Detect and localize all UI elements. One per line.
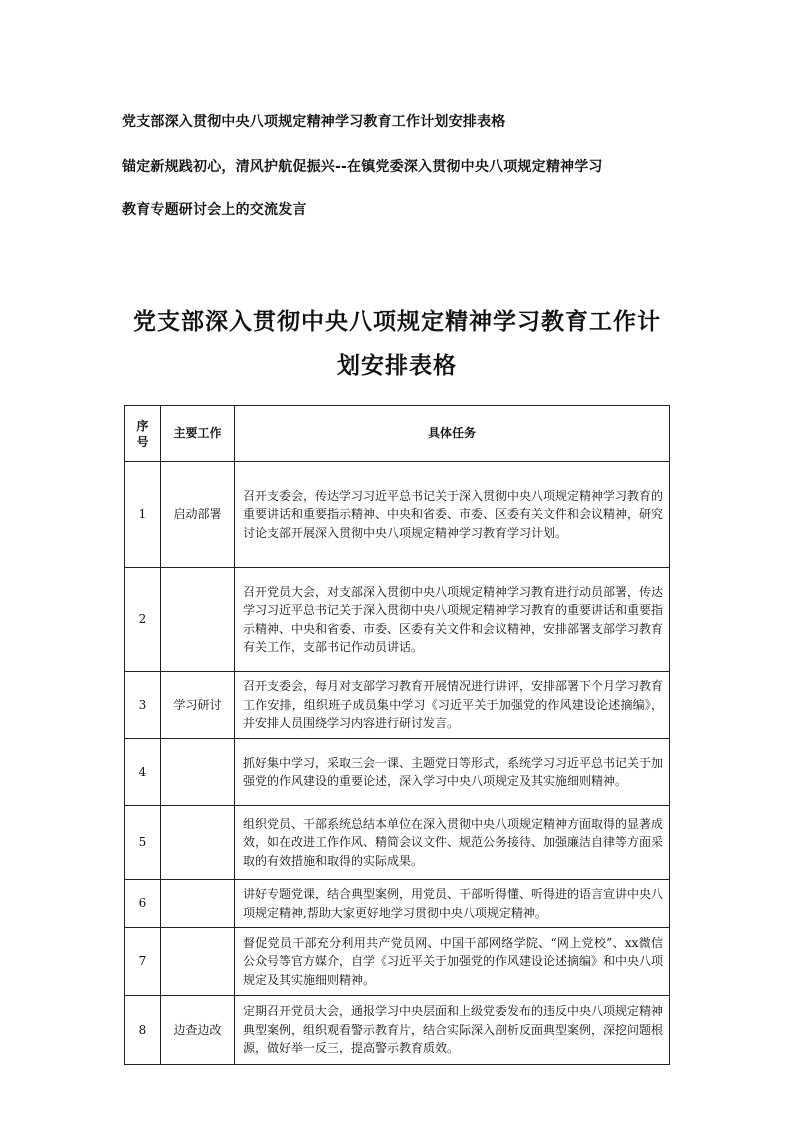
row-main-work: 学习研讨	[161, 672, 235, 739]
index-item-2[interactable]: 锚定新规践初心，清风护航促振兴--在镇党委深入贯彻中央八项规定精神学习	[122, 159, 603, 175]
plan-table	[124, 405, 670, 1065]
table-row	[125, 568, 670, 672]
row-task: 召开支委会，传达学习习近平总书记关于深入贯彻中央八项规定精神学习教育的重要讲话和重要指示精神、中央和省委、市委、区委有关文件和会议精神，研究讨论支部开展深入贯彻中央八项规定精神学习教育学习计划。	[235, 462, 670, 568]
table-row	[125, 739, 670, 806]
table-row	[125, 880, 670, 928]
header-task: 具体任务	[235, 406, 670, 462]
row-task: 讲好专题党课，结合典型案例，用党员、干部听得懂、听得进的语言宣讲中央八项规定精神,帮助大家更好地学习贯彻中央八项规定精神。	[235, 880, 670, 928]
row-task: 抓好集中学习，采取三会一课、主题党日等形式，系统学习习近平总书记关于加强党的作风建设的重要论述，深入学习中央八项规定及其实施细则精神。	[235, 739, 670, 806]
table-row	[125, 928, 670, 996]
row-number: 4	[125, 739, 161, 806]
row-main-work	[161, 739, 235, 806]
table-row	[125, 672, 670, 739]
row-number: 2	[125, 568, 161, 672]
table-row	[125, 996, 670, 1065]
row-task: 召开支委会，每月对支部学习教育开展情况进行讲评，安排部署下个月学习教育工作安排，组织班子成员集中学习《习近平关于加强党的作风建设论述摘编》，并安排人员围绕学习内容进行研讨发言。	[235, 672, 670, 739]
row-number: 5	[125, 806, 161, 880]
row-number: 6	[125, 880, 161, 928]
row-number: 1	[125, 462, 161, 568]
page-title-line-1: 党支部深入贯彻中央八项规定精神学习教育工作计	[133, 309, 661, 335]
page-title	[100, 300, 694, 388]
row-main-work: 启动部署	[161, 462, 235, 568]
row-task: 定期召开党员大会，通报学习中央层面和上级党委发布的违反中央八项规定精神典型案例，组织观看警示教育片，结合实际深入剖析反面典型案例，深挖问题根源，做好举一反三，提高警示教育质效。	[235, 996, 670, 1065]
row-main-work	[161, 880, 235, 928]
row-main-work	[161, 568, 235, 672]
table-row	[125, 462, 670, 568]
row-task: 组织党员、干部系统总结本单位在深入贯彻中央八项规定精神方面取得的显著成效，如在改进工作作风、精简会议文件、规范公务接待、加强廉洁自律等方面采取的有效措施和取得的实际成果。	[235, 806, 670, 880]
index-item-1[interactable]: 党支部深入贯彻中央八项规定精神学习教育工作计划安排表格	[122, 114, 506, 130]
row-number: 8	[125, 996, 161, 1065]
row-task: 督促党员干部充分利用共产党员网、中国干部网络学院、“网上党校”、xx微信公众号等官方媒介，自学《习近平关于加强党的作风建设论述摘编》和中央八项规定及其实施细则精神。	[235, 928, 670, 996]
row-number: 7	[125, 928, 161, 996]
header-main-work: 主要工作	[161, 406, 235, 462]
row-main-work	[161, 928, 235, 996]
table-header-row	[125, 406, 670, 462]
page-title-line-2: 划安排表格	[337, 353, 457, 379]
row-main-work: 边查边改	[161, 996, 235, 1065]
row-main-work	[161, 806, 235, 880]
table-row	[125, 806, 670, 880]
header-seq: 序号	[125, 406, 161, 462]
row-number: 3	[125, 672, 161, 739]
row-task: 召开党员大会，对支部深入贯彻中央八项规定精神学习教育进行动员部署，传达学习习近平总书记关于深入贯彻中央八项规定精神学习教育的重要讲话和重要指示精神、中央和省委、市委、区委有关文件和会议精神，安排部署支部学习教育有关工作，支部书记作动员讲话。	[235, 568, 670, 672]
index-item-2-continued[interactable]: 教育专题研讨会上的交流发言	[122, 202, 307, 218]
